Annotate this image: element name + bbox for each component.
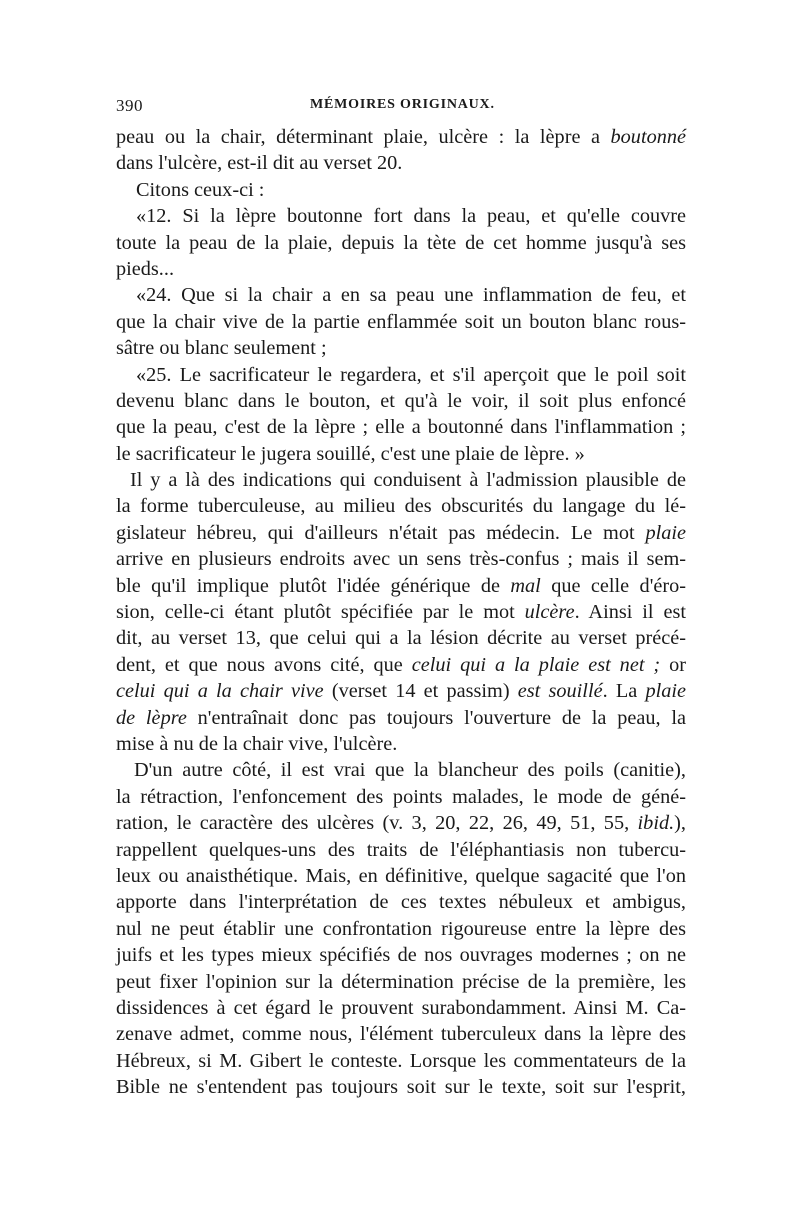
text-line: peut fixer l'opinion sur la détermination précise de la première, les	[116, 970, 686, 993]
text-line: ration, le caractère des ulcères (v. 3, 20, 22, 26, 49, 51, 55, ibid.),	[116, 812, 686, 835]
text-line: celui qui a la chair vive (verset 14 et passim) est souillé. La plaie	[116, 680, 686, 703]
text-line: Il y a là des indications qui conduisent à l'admission plausible de	[130, 469, 686, 492]
running-title: MÉMOIRES ORIGINAUX.	[310, 97, 495, 112]
text-line: devenu blanc dans le bouton, et qu'à le voir, il soit plus enfoncé	[116, 389, 686, 412]
text-line: Hébreux, si M. Gibert le conteste. Lorsque les commentateurs de la	[116, 1049, 686, 1072]
text-line: Bible ne s'entendent pas toujours soit sur le texte, soit sur l'esprit,	[116, 1076, 686, 1099]
text-line: gislateur hébreu, qui d'ailleurs n'était pas médecin. Le mot plaie	[116, 521, 686, 544]
text-line: leux ou anaisthétique. Mais, en définitive, quelque sagacité que l'on	[116, 864, 686, 887]
text-line: D'un autre côté, il est vrai que la blancheur des poils (canitie),	[134, 759, 686, 782]
body-text	[116, 124, 686, 1100]
text-line: Citons ceux-ci :	[136, 178, 265, 201]
text-line: apporte dans l'interprétation de ces textes nébuleux et ambigus,	[116, 891, 686, 914]
text-line: arrive en plusieurs endroits avec un sens très-confus ; mais il sem-	[116, 548, 686, 571]
text-line: dit, au verset 13, que celui qui a la lésion décrite au verset précé-	[116, 627, 686, 650]
text-line: dans l'ulcère, est-il dit au verset 20.	[116, 152, 403, 175]
text-line: toute la peau de la plaie, depuis la tète de cet homme jusqu'à ses	[116, 231, 686, 254]
text-line: la rétraction, l'enfoncement des points malades, le mode de géné-	[116, 785, 686, 808]
text-line: rappellent quelques-uns des traits de l'éléphantiasis non tubercu-	[116, 838, 686, 861]
text-line: que la chair vive de la partie enflammée soit un bouton blanc rous-	[116, 310, 686, 333]
text-line: zenave admet, comme nous, l'élément tuberculeux dans la lèpre des	[116, 1023, 686, 1046]
text-line: dissidences à cet égard le prouvent surabondamment. Ainsi M. Ca-	[116, 996, 686, 1019]
text-line: sion, celle-ci étant plutôt spécifiée par le mot ulcère. Ainsi il est	[116, 601, 686, 624]
text-line: le sacrificateur le jugera souillé, c'est une plaie de lèpre. »	[116, 442, 585, 465]
text-line: la forme tuberculeuse, au milieu des obscurités du langage du lé-	[116, 495, 686, 518]
text-line: dent, et que nous avons cité, que celui qui a la plaie est net ; or	[116, 653, 686, 676]
text-line: de lèpre n'entraînait donc pas toujours l'ouverture de la peau, la	[116, 706, 686, 729]
text-line: juifs et les types mieux spécifiés de nos ouvrages modernes ; on ne	[116, 944, 686, 967]
text-line: pieds...	[116, 257, 175, 280]
page-number: 390	[116, 96, 143, 115]
text-line: nul ne peut établir une confrontation rigoureuse entre la lèpre des	[116, 917, 686, 940]
text-line: mise à nu de la chair vive, l'ulcère.	[116, 732, 398, 755]
text-line: peau ou la chair, déterminant plaie, ulcère : la lèpre a boutonné	[116, 126, 686, 148]
text-line: «12. Si la lèpre boutonne fort dans la peau, et qu'elle couvre	[136, 205, 686, 228]
book-page	[116, 94, 686, 1100]
text-line: que la peau, c'est de la lèpre ; elle a boutonné dans l'inflammation ;	[116, 416, 686, 439]
text-line: «25. Le sacrificateur le regardera, et s'il aperçoit que le poil soit	[136, 363, 686, 386]
text-line: «24. Que si la chair a en sa peau une inflammation de feu, et	[136, 284, 686, 307]
text-line: ble qu'il implique plutôt l'idée générique de mal que celle d'éro-	[116, 574, 686, 597]
running-header	[116, 94, 686, 124]
text-line: sâtre ou blanc seulement ;	[116, 337, 327, 360]
